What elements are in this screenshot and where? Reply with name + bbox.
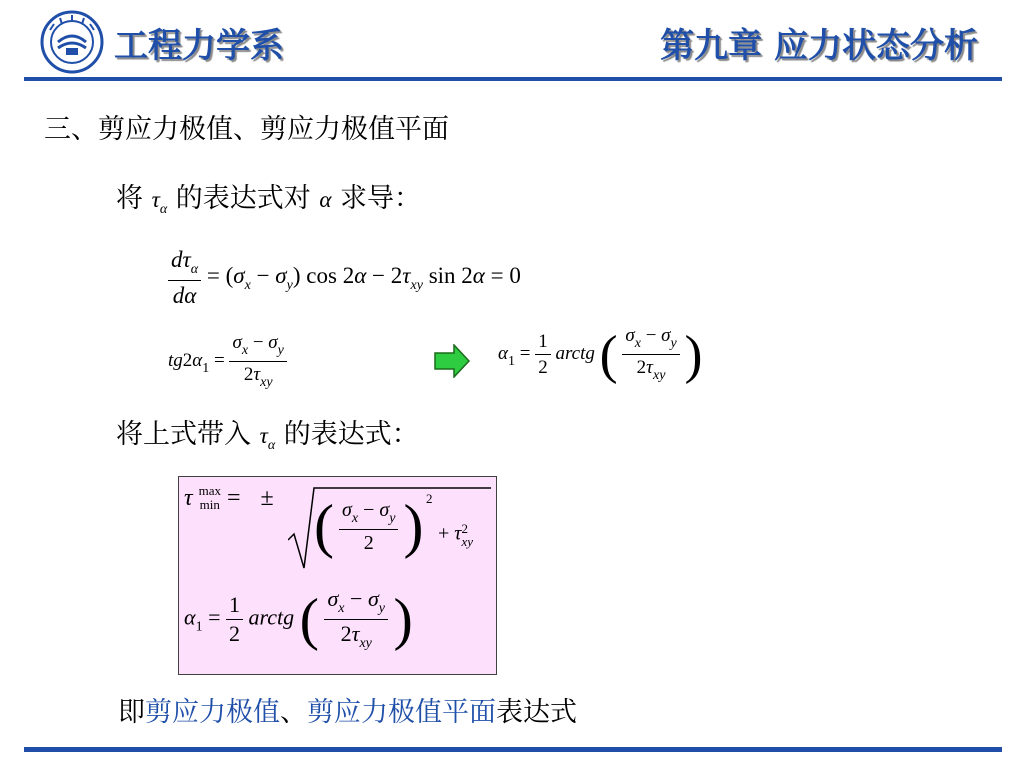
conclusion-line: 即剪应力极值、剪应力极值平面表达式 xyxy=(118,697,577,728)
section-title: 三、剪应力极值、剪应力极值平面 xyxy=(44,114,449,145)
university-seal-icon xyxy=(40,10,104,74)
footer-rule xyxy=(24,747,1002,752)
chapter-title: 第九章 应力状态分析 xyxy=(660,26,978,66)
alpha-one-boxed-formula: $\alpha_1$ = $\frac{1}{2}$ arctg ( $\frac{\sigma_x - \sigma_y}{2\tau_{xy}}$ ) xyxy=(184,586,413,652)
university-logo xyxy=(40,10,104,74)
exponent-two: 2 xyxy=(426,491,433,506)
implies-arrow xyxy=(434,344,470,382)
right-arrow-icon xyxy=(434,344,470,378)
tau-extreme-formula: τ max min = ± xyxy=(184,483,274,512)
derivative-instruction: 将 $\tau_\alpha$ 的表达式对 α 求导： xyxy=(116,183,422,217)
tangent-equation: $tg2\alpha_1$ = $\frac{\sigma_x - \sigma_y}{2\tau_{xy}}$ xyxy=(168,333,287,390)
tau-xy-squared: + τ 2 xy xyxy=(438,521,473,549)
header-rule xyxy=(24,77,1002,81)
substitution-instruction: 将上式带入 $\tau_\alpha$ 的表达式： xyxy=(116,419,419,453)
alpha-one-equation: $\alpha_1$ = $\frac{1}{2}$ arctg ( $\frac{\sigma_x - \sigma_y}{2\tau_{xy}}$ ) xyxy=(498,324,703,385)
tau-extreme-radicand: ( $\frac{\sigma_x - \sigma_y}{2}$ ) xyxy=(314,493,424,559)
department-title: 工程力学系 xyxy=(114,26,284,66)
derivative-equation: $\frac{d\tau_\alpha}{d\alpha}$ = $(\sigma_x - \sigma_y)$ $\cos 2\alpha - 2\tau_{xy}$ sin 2α = 0 xyxy=(168,248,521,307)
